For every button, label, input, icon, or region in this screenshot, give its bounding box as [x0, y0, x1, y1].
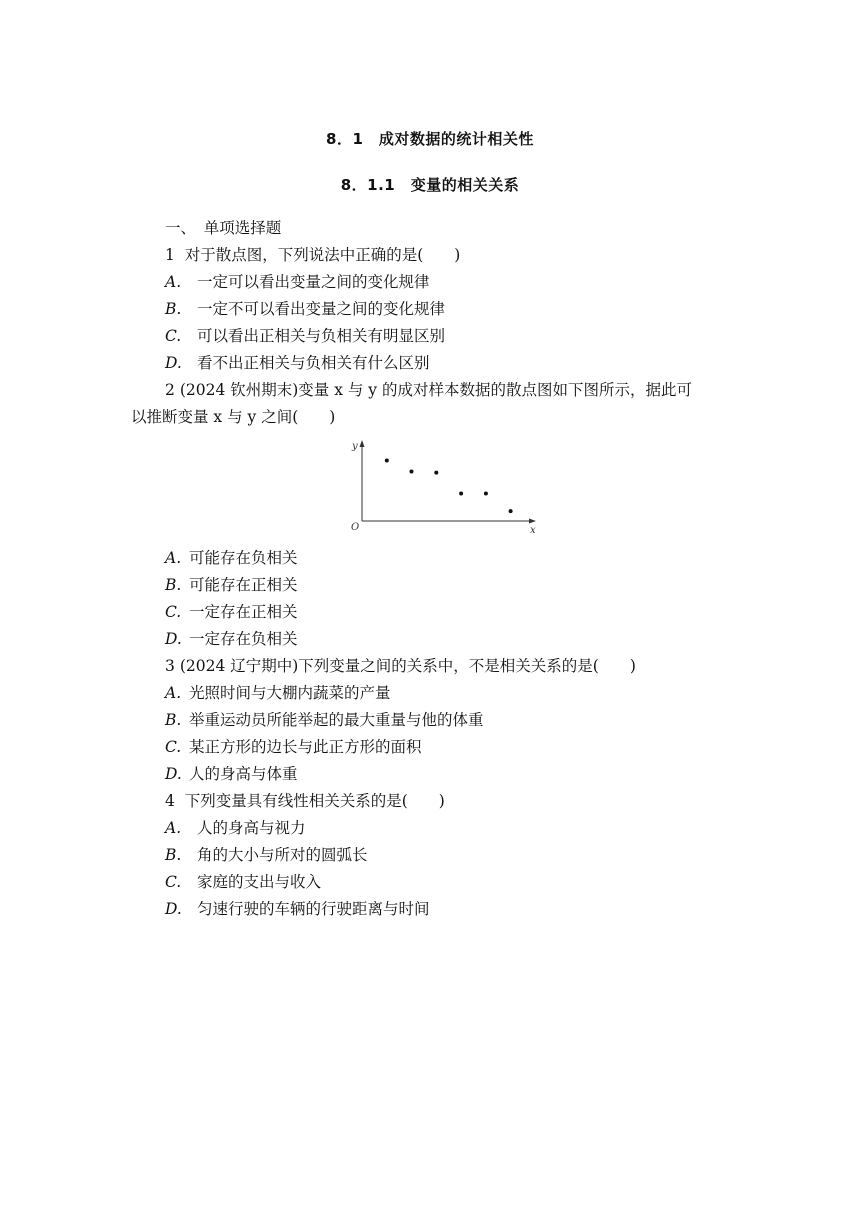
- option-letter: C.: [165, 873, 182, 891]
- option-text: 家庭的支出与收入: [197, 873, 322, 891]
- question-4-option-d: [165, 899, 430, 919]
- option-text: 一定存在正相关: [189, 603, 298, 621]
- question-number: 3: [165, 657, 175, 675]
- question-2-stem-line1: [165, 380, 692, 400]
- question-4-option-b: [165, 845, 368, 865]
- question-text: 下列变量具有线性相关关系的是( ): [184, 792, 445, 810]
- question-2-option-b: [165, 575, 298, 595]
- scatter-point-6: [509, 509, 513, 513]
- option-letter: A.: [165, 273, 182, 291]
- option-text: 人的身高与视力: [197, 819, 306, 837]
- option-letter: A.: [165, 684, 182, 702]
- question-4-option-a: [165, 818, 306, 838]
- option-letter: D.: [165, 354, 182, 372]
- y-axis-label: y: [352, 441, 358, 452]
- option-text: 可以看出正相关与负相关有明显区别: [197, 327, 446, 345]
- question-1-option-b: [165, 299, 445, 319]
- option-letter: A.: [165, 549, 182, 567]
- subsection-heading: 8．1.1 变量的相关关系: [340, 176, 520, 194]
- question-number: 2: [165, 381, 175, 399]
- question-text: 对于散点图，下列说法中正确的是( ): [184, 246, 461, 264]
- x-axis-arrow: [529, 519, 536, 524]
- option-text: 某正方形的边长与此正方形的面积: [189, 738, 422, 756]
- option-letter: B.: [165, 300, 182, 318]
- scatter-point-1: [385, 459, 389, 463]
- origin-label: O: [351, 522, 360, 533]
- option-letter: D.: [165, 900, 182, 918]
- option-text: 人的身高与体重: [189, 765, 298, 783]
- question-number: 1: [165, 246, 175, 264]
- option-text: 举重运动员所能举起的最大重量与他的体重: [189, 711, 484, 729]
- question-number: 4: [165, 792, 175, 810]
- option-letter: C.: [165, 603, 182, 621]
- question-2-option-d: [165, 629, 298, 649]
- question-1-option-a: [165, 272, 430, 292]
- section-heading: 8．1 成对数据的统计相关性: [326, 130, 534, 148]
- option-text: 光照时间与大棚内蔬菜的产量: [189, 684, 391, 702]
- scatter-point-3: [434, 471, 438, 475]
- scatter-points: [385, 459, 513, 514]
- option-text: 看不出正相关与负相关有什么区别: [197, 354, 430, 372]
- option-text: 一定可以看出变量之间的变化规律: [197, 273, 430, 291]
- option-text: 一定不可以看出变量之间的变化规律: [197, 300, 446, 318]
- question-2-option-c: [165, 602, 298, 622]
- option-letter: D.: [165, 630, 182, 648]
- question-3-option-b: [165, 710, 484, 730]
- question-text: (2024 辽宁期中)下列变量之间的关系中，不是相关关系的是( ): [179, 657, 636, 675]
- question-3-stem: [165, 656, 636, 676]
- option-text: 可能存在正相关: [189, 576, 298, 594]
- question-2-option-a: [165, 548, 298, 568]
- question-text: (2024 钦州期末)变量 x 与 y 的成对样本数据的散点图如下图所示，据此可: [179, 381, 692, 399]
- option-text: 一定存在负相关: [189, 630, 298, 648]
- question-2-stem-line2: 以推断变量 x 与 y 之间( ): [131, 408, 336, 426]
- question-4-stem: [165, 791, 445, 811]
- scatter-plot: [342, 434, 542, 536]
- option-letter: B.: [165, 576, 182, 594]
- option-letter: A.: [165, 819, 182, 837]
- question-3-option-c: [165, 737, 422, 757]
- option-text: 匀速行驶的车辆的行驶距离与时间: [197, 900, 430, 918]
- scatter-point-5: [484, 492, 488, 496]
- question-1-option-d: [165, 353, 430, 373]
- option-text: 可能存在负相关: [189, 549, 298, 567]
- option-letter: B.: [165, 711, 182, 729]
- scatter-point-4: [459, 492, 463, 496]
- option-letter: D.: [165, 765, 182, 783]
- question-3-option-d: [165, 764, 298, 784]
- option-text: 角的大小与所对的圆弧长: [197, 846, 368, 864]
- question-type-heading: 一、 单项选择题: [165, 219, 282, 237]
- question-1-option-c: [165, 326, 445, 346]
- option-letter: C.: [165, 327, 182, 345]
- option-letter: B.: [165, 846, 182, 864]
- question-1-stem: [165, 245, 460, 265]
- option-letter: C.: [165, 738, 182, 756]
- scatter-point-2: [410, 470, 414, 474]
- question-3-option-a: [165, 683, 391, 703]
- y-axis-arrow: [360, 440, 365, 447]
- question-4-option-c: [165, 872, 321, 892]
- x-axis-label: x: [530, 525, 536, 536]
